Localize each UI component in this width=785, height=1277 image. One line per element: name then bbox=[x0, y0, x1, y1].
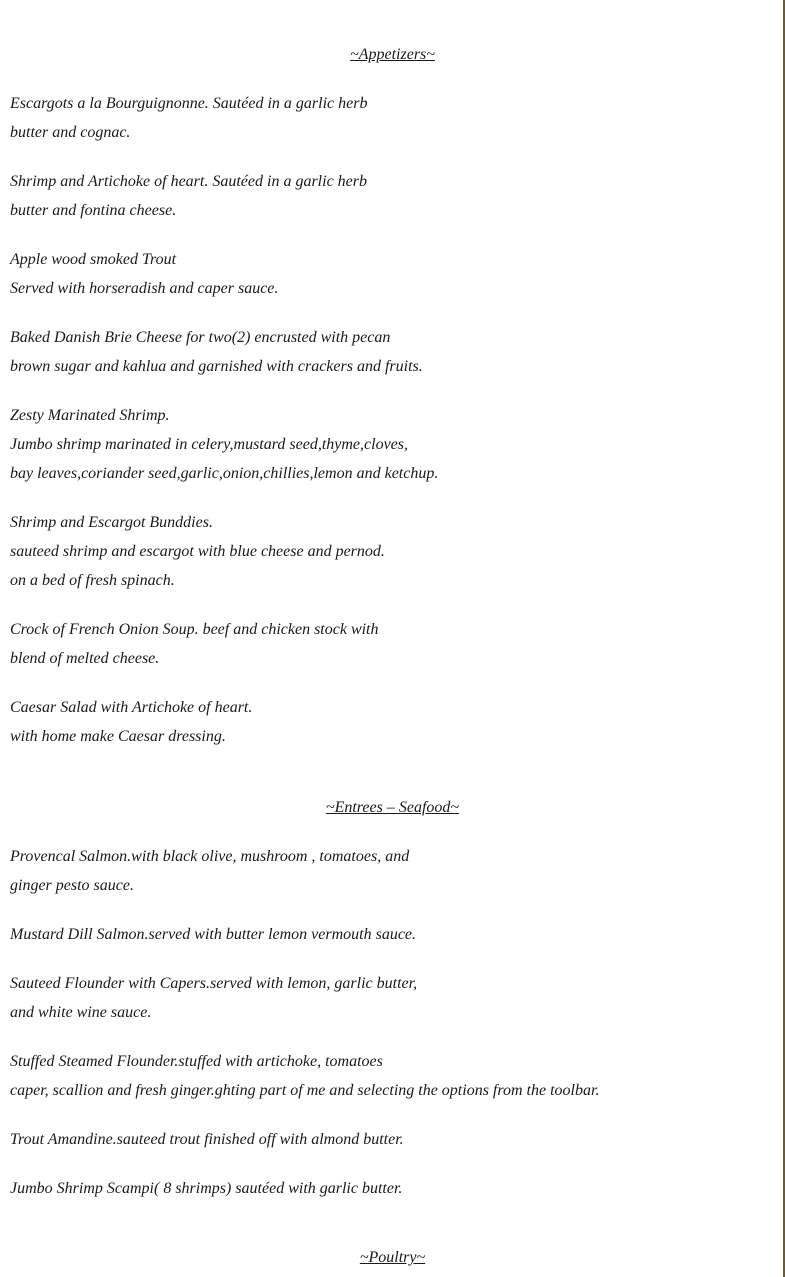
seafood-heading: ~Entrees – Seafood~ bbox=[325, 799, 460, 816]
poultry-heading: ~Poultry~ bbox=[359, 1249, 426, 1266]
menu-item-line: on a bed of fresh spinach. bbox=[10, 572, 175, 589]
menu-item-line: Jumbo Shrimp Scampi( 8 shrimps) sautéed with garlic butter. bbox=[10, 1180, 403, 1197]
menu-item-line: with home make Caesar dressing. bbox=[10, 728, 226, 745]
menu-item-line: brown sugar and kahlua and garnished with crackers and fruits. bbox=[10, 358, 423, 375]
menu-item-line: Provencal Salmon.with black olive, mushroom , tomatoes, and bbox=[10, 848, 410, 865]
menu-item-line: Escargots a la Bourguignonne. Sautéed in a garlic herb bbox=[10, 95, 368, 112]
menu-item-line: butter and cognac. bbox=[10, 124, 131, 141]
menu-item-line: Shrimp and Artichoke of heart. Sautéed in a garlic herb bbox=[10, 173, 367, 190]
appetizers-heading: ~Appetizers~ bbox=[350, 46, 435, 63]
menu-item-line: Trout Amandine.sauteed trout finished off with almond butter. bbox=[10, 1131, 404, 1148]
menu-item-line: Jumbo shrimp marinated in celery,mustard seed,thyme,cloves, bbox=[10, 436, 408, 453]
menu-item-line: Stuffed Steamed Flounder.stuffed with artichoke, tomatoes bbox=[10, 1053, 383, 1070]
menu-item-line: sauteed shrimp and escargot with blue cheese and pernod. bbox=[10, 543, 385, 560]
menu-item-line: Baked Danish Brie Cheese for two(2) encrusted with pecan bbox=[10, 329, 391, 346]
menu-item-line: Crock of French Onion Soup. beef and chicken stock with bbox=[10, 621, 379, 638]
menu-item-line: Zesty Marinated Shrimp. bbox=[10, 407, 170, 424]
menu-item-line: Shrimp and Escargot Bunddies. bbox=[10, 514, 213, 531]
menu-item-line: blend of melted cheese. bbox=[10, 650, 160, 667]
menu-item-line: caper, scallion and fresh ginger.ghting part of me and selecting the options from the toolbar. bbox=[10, 1082, 600, 1099]
menu-item-line: butter and fontina cheese. bbox=[10, 202, 177, 219]
menu-item-line: Served with horseradish and caper sauce. bbox=[10, 280, 279, 297]
menu-item-line: Caesar Salad with Artichoke of heart. bbox=[10, 699, 253, 716]
menu-item-line: bay leaves,coriander seed,garlic,onion,chillies,lemon and ketchup. bbox=[10, 465, 439, 482]
menu-item-line: Mustard Dill Salmon.served with butter lemon vermouth sauce. bbox=[10, 926, 417, 943]
menu-item-line: ginger pesto sauce. bbox=[10, 877, 134, 894]
menu-item-line: and white wine sauce. bbox=[10, 1004, 152, 1021]
menu-item-line: Apple wood smoked Trout bbox=[10, 251, 177, 268]
menu-item-line: Sauteed Flounder with Capers.served with lemon, garlic butter, bbox=[10, 975, 418, 992]
